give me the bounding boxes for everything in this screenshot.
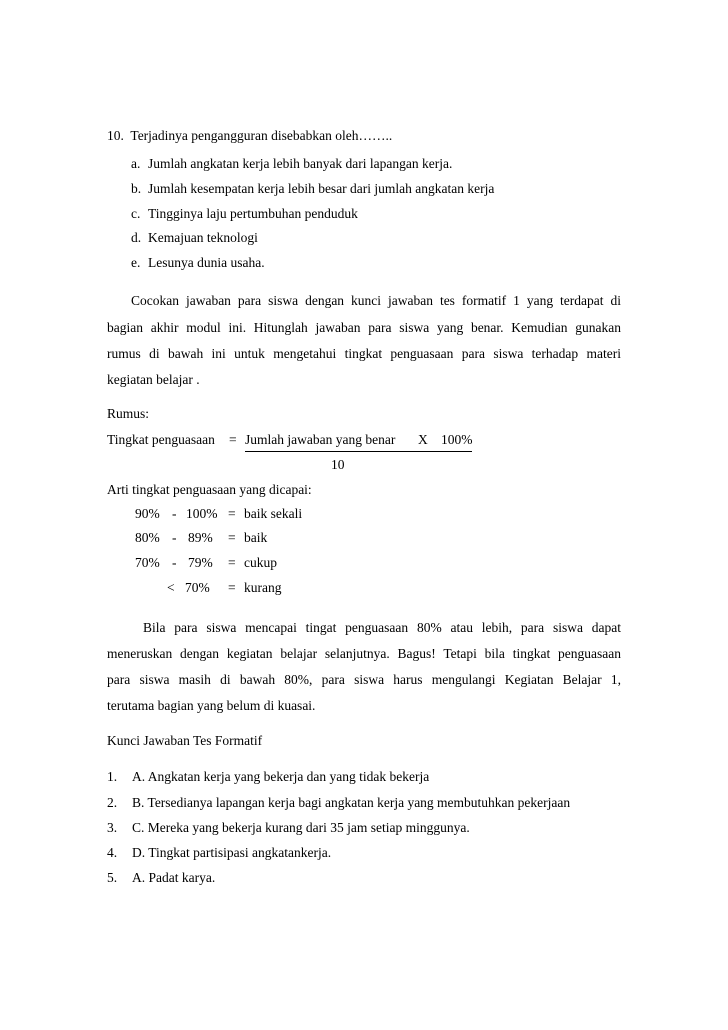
- option-text: Jumlah angkatan kerja lebih banyak dari lapangan kerja.: [148, 156, 453, 171]
- paragraph2-line: Bila para siswa mencapai tingat penguasaan 80% atau lebih, para siswa dapat: [143, 620, 621, 635]
- paragraph1-line: rumus di bawah ini untuk mengetahui tingkat penguasaan para siswa terhadap materi: [107, 346, 621, 361]
- answer-text: A. Padat karya.: [132, 870, 216, 885]
- level-dash: -: [172, 506, 177, 521]
- formula-heading: Rumus:: [107, 406, 150, 421]
- answer-text: D. Tingkat partisipasi angkatankerja.: [132, 845, 332, 860]
- answer-item: [107, 820, 470, 836]
- answer-text: B. Tersedianya lapangan kerja bagi angkatan kerja yang membutuhkan pekerjaan: [132, 795, 571, 810]
- level-eq: =: [228, 555, 236, 570]
- answer-number: 1.: [107, 769, 118, 784]
- option-letter: d.: [131, 230, 142, 245]
- fraction-bar: [245, 451, 472, 452]
- paragraph2-line: para siswa masih di bawah 80%, para siswa harus mengulangi Kegiatan Belajar 1,: [107, 672, 621, 687]
- paragraph1-line: bagian akhir modul ini. Hitunglah jawaban para siswa yang benar. Kemudian gunakan: [107, 320, 621, 335]
- level-eq: =: [228, 580, 236, 595]
- level-meaning: baik sekali: [244, 506, 303, 521]
- option-letter: a.: [131, 156, 141, 171]
- formula-percent: 100%: [441, 432, 473, 447]
- level-meaning: cukup: [244, 555, 277, 570]
- level-dash: -: [172, 555, 177, 570]
- option-b: [131, 181, 494, 197]
- answer-key-heading: Kunci Jawaban Tes Formatif: [107, 733, 263, 748]
- level-high: 100%: [186, 506, 218, 521]
- level-value: 70%: [185, 580, 210, 595]
- level-dash: -: [172, 530, 177, 545]
- option-d: [131, 230, 258, 246]
- option-text: Lesunya dunia usaha.: [148, 255, 265, 270]
- formula-equals: =: [229, 432, 237, 447]
- answer-text: C. Mereka yang bekerja kurang dari 35 jam setiap minggunya.: [132, 820, 470, 835]
- level-low: 70%: [135, 555, 160, 570]
- levels-heading: Arti tingkat penguasaan yang dicapai:: [107, 482, 312, 497]
- answer-item: [107, 870, 215, 886]
- option-letter: e.: [131, 255, 141, 270]
- answer-number: 4.: [107, 845, 118, 860]
- option-a: [131, 156, 452, 172]
- level-symbol: <: [167, 580, 175, 595]
- formula-label: Tingkat penguasaan: [107, 432, 215, 447]
- option-text: Kemajuan teknologi: [148, 230, 258, 245]
- paragraph1-line: Cocokan jawaban para siswa dengan kunci jawaban tes formatif 1 yang terdapat di: [131, 293, 621, 308]
- formula-times: X: [418, 432, 428, 447]
- level-eq: =: [228, 506, 236, 521]
- option-letter: c.: [131, 206, 141, 221]
- level-eq: =: [228, 530, 236, 545]
- level-high: 79%: [188, 555, 213, 570]
- formula-denominator: 10: [331, 457, 345, 472]
- answer-item: [107, 769, 429, 785]
- level-high: 89%: [188, 530, 213, 545]
- answer-number: 2.: [107, 795, 118, 810]
- level-low: 80%: [135, 530, 160, 545]
- question-number: 10.: [107, 128, 124, 143]
- option-text: Tingginya laju pertumbuhan penduduk: [148, 206, 358, 221]
- option-c: [131, 206, 358, 222]
- answer-number: 5.: [107, 870, 118, 885]
- option-e: [131, 255, 265, 271]
- level-row: [135, 506, 160, 522]
- level-meaning: kurang: [244, 580, 282, 595]
- answer-item: [107, 795, 570, 811]
- option-letter: b.: [131, 181, 142, 196]
- formula-numerator: Jumlah jawaban yang benar: [245, 432, 396, 447]
- question-text: Terjadinya pengangguran disebabkan oleh……..: [130, 128, 393, 143]
- option-text: Jumlah kesempatan kerja lebih besar dari jumlah angkatan kerja: [148, 181, 495, 196]
- question-line: [107, 128, 392, 144]
- paragraph2-line: meneruskan dengan kegiatan belajar selanjutnya. Bagus! Tetapi bila tingkat penguasaan: [107, 646, 621, 661]
- paragraph1-line: kegiatan belajar .: [107, 372, 200, 387]
- level-low: 90%: [135, 506, 160, 521]
- answer-text: A. Angkatan kerja yang bekerja dan yang tidak bekerja: [132, 769, 430, 784]
- paragraph2-line: terutama bagian yang belum di kuasai.: [107, 698, 316, 713]
- answer-number: 3.: [107, 820, 118, 835]
- level-meaning: baik: [244, 530, 268, 545]
- answer-item: [107, 845, 331, 861]
